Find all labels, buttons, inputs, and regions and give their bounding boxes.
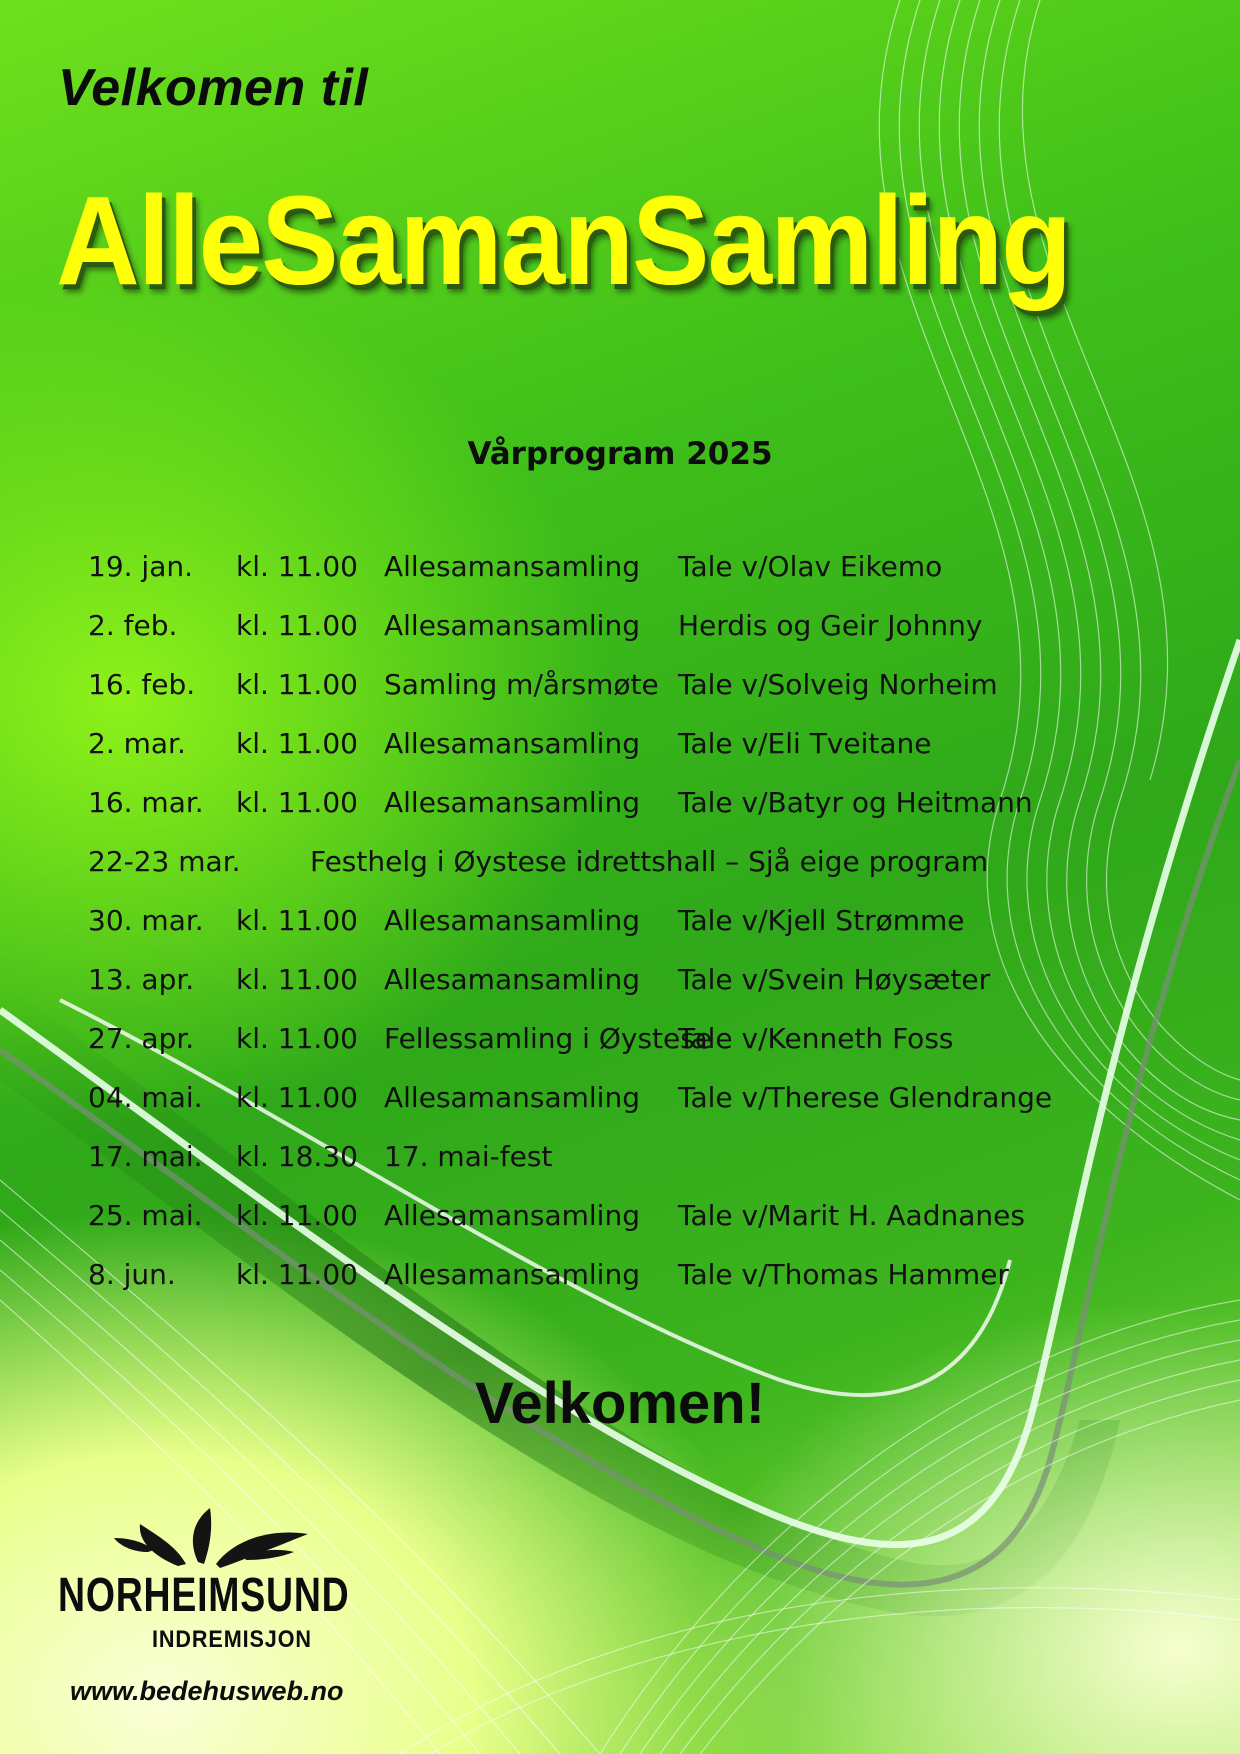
schedule-event: Allesamansamling <box>384 1081 640 1114</box>
schedule-time: kl. 18.30 <box>236 1140 358 1173</box>
schedule-speaker: Tale v/Batyr og Heitmann <box>678 786 1033 819</box>
schedule-time: kl. 11.00 <box>236 550 358 583</box>
schedule-date: 04. mai. <box>88 1081 203 1114</box>
website-link[interactable]: www.bedehusweb.no <box>70 1676 344 1706</box>
schedule-date: 8. jun. <box>88 1258 176 1291</box>
schedule-time: kl. 11.00 <box>236 1081 358 1114</box>
schedule-list <box>88 550 1168 1317</box>
schedule-event: Allesamansamling <box>384 727 640 760</box>
schedule-speaker: Tale v/Therese Glendrange <box>678 1081 1053 1114</box>
schedule-row <box>88 1199 1168 1258</box>
schedule-speaker: Tale v/Thomas Hammer <box>678 1258 1009 1291</box>
schedule-row <box>88 1140 1168 1199</box>
schedule-time: kl. 11.00 <box>236 727 358 760</box>
schedule-date: 2. feb. <box>88 609 178 642</box>
program-title: Vårprogram 2025 <box>467 436 773 472</box>
schedule-speaker: Tale v/Svein Høysæter <box>678 963 991 996</box>
schedule-row <box>88 727 1168 786</box>
schedule-speaker: Tale v/Kjell Strømme <box>678 904 965 937</box>
schedule-row <box>88 609 1168 668</box>
schedule-time: kl. 11.00 <box>236 1199 358 1232</box>
logo-subtitle: INDREMISJON <box>152 1626 312 1653</box>
schedule-date: 16. mar. <box>88 786 204 819</box>
schedule-row <box>88 1258 1168 1317</box>
schedule-speaker: Tale v/Solveig Norheim <box>678 668 998 701</box>
schedule-event: Allesamansamling <box>384 550 640 583</box>
schedule-date: 30. mar. <box>88 904 204 937</box>
logo-name: NORHEIMSUND <box>58 1569 350 1622</box>
schedule-speaker: Tale v/Marit H. Aadnanes <box>678 1199 1025 1232</box>
main-title: AlleSamanSamling <box>56 170 1071 311</box>
schedule-time: kl. 11.00 <box>236 609 358 642</box>
schedule-date: 19. jan. <box>88 550 194 583</box>
schedule-special-event: Festhelg i Øystese idrettshall – Sjå eige program <box>310 845 989 878</box>
schedule-date: 13. apr. <box>88 963 195 996</box>
welcome-heading: Velkomen til <box>58 59 369 117</box>
schedule-row <box>88 963 1168 1022</box>
schedule-event: 17. mai-fest <box>384 1140 553 1173</box>
schedule-event: Allesamansamling <box>384 1199 640 1232</box>
schedule-date: 2. mar. <box>88 727 186 760</box>
schedule-event: Allesamansamling <box>384 963 640 996</box>
schedule-row <box>88 550 1168 609</box>
schedule-event: Allesamansamling <box>384 609 640 642</box>
schedule-speaker: Tale v/Olav Eikemo <box>678 550 943 583</box>
schedule-date: 17. mai. <box>88 1140 203 1173</box>
schedule-time: kl. 11.00 <box>236 668 358 701</box>
schedule-speaker: Tale v/Kenneth Foss <box>678 1022 954 1055</box>
schedule-event: Allesamansamling <box>384 904 640 937</box>
schedule-row <box>88 1081 1168 1140</box>
schedule-time: kl. 11.00 <box>236 963 358 996</box>
schedule-time: kl. 11.00 <box>236 786 358 819</box>
schedule-event: Samling m/årsmøte <box>384 668 659 701</box>
schedule-time: kl. 11.00 <box>236 1022 358 1055</box>
schedule-event: Fellessamling i Øystese <box>384 1022 713 1055</box>
schedule-event: Allesamansamling <box>384 1258 640 1291</box>
schedule-row <box>88 1022 1168 1081</box>
closing-text: Velkomen! <box>474 1371 766 1436</box>
schedule-event: Allesamansamling <box>384 786 640 819</box>
schedule-row <box>88 904 1168 963</box>
schedule-row <box>88 668 1168 727</box>
schedule-row <box>88 845 1168 904</box>
schedule-time: kl. 11.00 <box>236 1258 358 1291</box>
schedule-speaker: Tale v/Eli Tveitane <box>678 727 932 760</box>
schedule-date: 22-23 mar. <box>88 845 241 878</box>
schedule-time: kl. 11.00 <box>236 904 358 937</box>
schedule-date: 25. mai. <box>88 1199 203 1232</box>
schedule-speaker: Herdis og Geir Johnny <box>678 609 983 642</box>
schedule-date: 27. apr. <box>88 1022 195 1055</box>
schedule-date: 16. feb. <box>88 668 196 701</box>
schedule-row <box>88 786 1168 845</box>
